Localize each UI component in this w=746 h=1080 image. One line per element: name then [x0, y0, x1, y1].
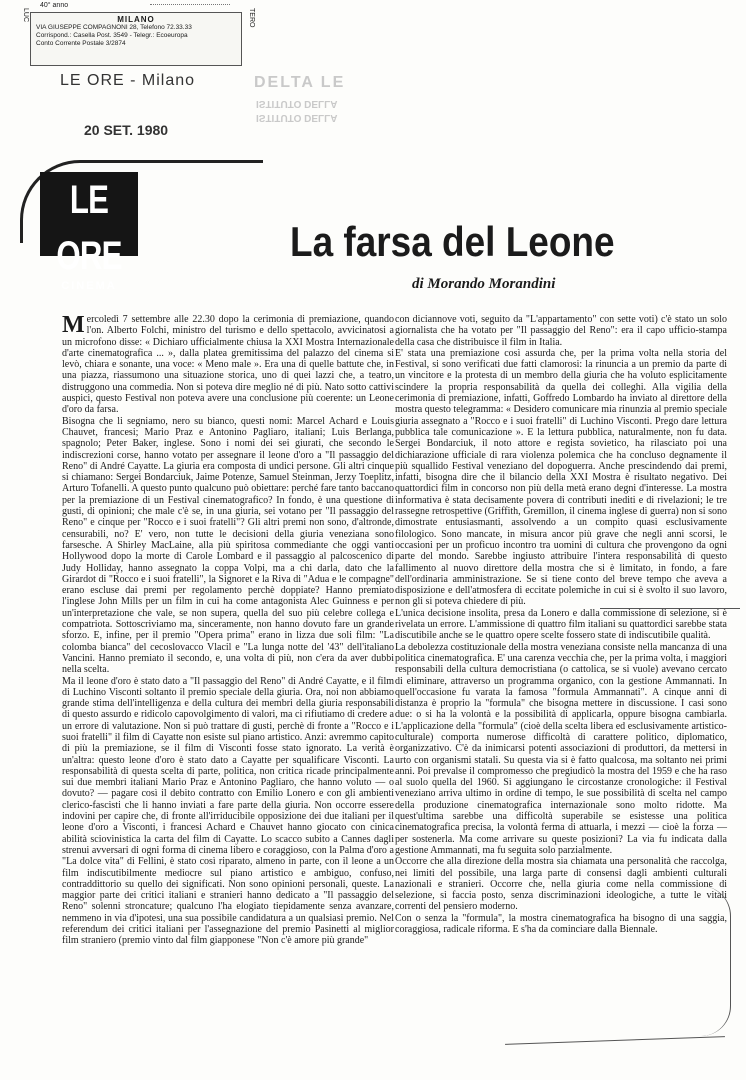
ghost-text-1: DELTA LE: [254, 74, 346, 91]
drop-cap: M: [62, 312, 85, 338]
paragraph: Ma il leone d'oro è stato dato a "Il passaggio del Reno" di André Cayatte, e il film di Luchino Visconti soltanto il premio speciale della giuria. Ora, noi non abbiamo grande stima dell'intelligenza e della cultura dei membri della giuria responsabili di questo assurdo e ridicolo capovolgimento di valori, ma ci rifiutiamo di credere a un errore di valutazione. Non si può trattare di gusti, perchè di fronte a "Rocco e i suoi fratelli" il film di Cayatte non esiste sul piano artistico. Anzi: avremmo capito di più la premiazione, se il film di Visconti fosse stato ignorato. La verità è un'altra: questo leone d'oro è stato dato a Cayatte per squalificare Visconti. La responsabilità di questa scelta di parte, politica, non critica ricade principalmente sui due membri italiani Mario Praz e Antonino Pagliaro, che hanno voluto — o dovuto? — pagare così il debito contratto con Emilio Lonero e con gli ambienti clerico-fascisti che li hanno inviati a fare parte della giuria. Non occorre essere indovini per capire che, di fronte all'irriducibile opposizione dei due italiani per il leone d'oro a Visconti, i francesi Achard e Chauvet hanno giocato con cinica abilità sciovinistica la carta del film di Cayatte. Lo scacco subito a Cannes dagli strenui avversari di ogni forma di cinema libero e coraggioso, con la Palma d'oro a "La dolce vita" di Fellini, è stato così riparato, almeno in parte, con il leone a un film indiscutibilmente mediocre sul piano artistico e ambiguo, confuso, contraddittorio su quello dei significati. Non sono opinioni personali, queste. La maggior parte dei critici italiani e stranieri hanno dedicato a "Il passaggio del Reno" solenni stroncature; qualcuno l'ha elogiato tiepidamente senza avanzare, nemmeno in via d'ipotesi, una sua possibile candidatura a un qualsiasi premio. Nel referendum dei critici italiani per l'assegnazione del premio Pasinetti al miglior film straniero (premio vinto dal film giapponese "Non c'è amore più grande": [62, 675, 394, 947]
paragraph: L'unica decisione insolita, presa da Lonero e dalla commissione di selezione, si è rivelata un errore. L'ammissione di quattro film italiani su quattordici sarebbe stata discutibile anche se le quattro opere scelte fossero state di indiscutibile qualità.: [395, 607, 727, 642]
article-byline: di Morando Morandini: [412, 276, 556, 292]
article-column-2: [395, 314, 727, 935]
logo-title: LE ORE: [56, 178, 122, 278]
magazine-logo: [40, 172, 138, 292]
paragraph: Bisogna che li segniamo, nero su bianco, questi nomi: Marcel Achard e Louis Chauvet, francesi; Mario Praz e Antonino Pagliaro, italiani; Luis Berlanga, spagnolo; Peter Baker, inglese. Sono i nomi dei sei giurati, che secondo le indiscrezioni corse, hanno votato per assegnare il leone d'oro a "Il passaggio del Reno" di André Cayatte. La giuria era composta di undici persone. Gli altri cinque si chiamano: Sergei Bondarciuk, Jaime Potenze, Samuel Steinman, Jerzy Toeplitz, Arturo Tofanelli. A questo punto qualcuno può obiettare: perché fare tanto baccano per la premiazione di un Festival cinematografico? In fondo, è una questione di gusti, di opinioni; che male c'è se, in una giuria, sei votano per "Il passaggio del Reno" e cinque per "Rocco e i suoi fratelli"? Gli altri premi non sono, d'altronde, censurabili, no? E' vero, non tutte le decisioni della giuria veneziana sono farsesche. A Shirley MacLaine, alla più spiritosa commediante che oggi vanti Hollywood dopo la morte di Carole Lombard e il passaggio al palcoscenico di Judy Holliday, hanno assegnato la coppa Volpi, ma a chi darla, dato che la Girardot di "Rocco e i suoi fratelli", la Signoret e la Riva di "Adua e le compagne" erano escluse dai premi per regolamento perchè doppiate? Hanno premiato l'inglese John Mills per un film in cui ha come antagonista Alec Guinness e per un'interpretazione che vale, se non supera, quella del suo più celebre collega e compatriota. Sottoscriviamo ma, sinceramente, non hanno dovuto fare un grande sforzo. E, infine, per il premio "Opera prima" erano in lizza due soli film: "La colomba bianca" del cecoslovacco Vlacil e "La lunga notte del '43" dell'italiano Vancini. Hanno premiato il secondo, e, una volta di più, non c'era da aver dubbi nella scelta.: [62, 415, 394, 676]
stamp-correspondence: Corrispond.: Casella Post. 3549 - Telegr.: Ecoeuropa: [36, 32, 188, 39]
press-clipping-stamp: [30, 12, 242, 66]
pencil-mark-line: [600, 608, 740, 609]
dotted-line: [150, 4, 230, 5]
paragraph: Con o senza la "formula", la mostra cinematografica ha bisogno di una saggia, coraggiosa, radicale riforma. E s'ha da cominciare dalla Biennale.: [395, 912, 727, 936]
pencil-mark-bracket: [690, 886, 731, 1036]
stamp-address: VIA GIUSEPPE COMPAGNONI 28, Telefono 72.33.33: [36, 24, 192, 31]
article-column-1: [62, 314, 394, 947]
logo-section: CINEMA: [61, 280, 117, 292]
article-headline: La farsa del Leone: [290, 218, 615, 265]
paragraph-text: ercoledì 7 settembre alle 22.30 dopo la cerimonia di premiazione, quando l'on. Alberto Folchi, ministro del turismo e dello spettacolo, avvicinatosi a un microfono disse: « Dichiaro ufficialmente chiusa la XXI Mostra Internazionale d'arte cinematografica ... », dalla platea gremitissima del palazzo del cinema si levò, chiara e sonante, una voce: « Meno male ». Era una di quelle battute che, in una piazza, riassumono una situazione storica, uno di quei lazzi che, a teatro, distruggono una commedia. Non si poteva dire meglio né di più. Nato sotto cattivi auspici, questo Festival non poteva avere una conclusione più coerente: un Leone d'oro da farsa.: [62, 314, 394, 416]
margin-mark-left: LUC: [22, 8, 29, 23]
ghost-text-3: ISTITUTO DELLA: [256, 112, 338, 123]
pencil-mark-underline: [505, 1036, 725, 1045]
margin-mark-right: TERO: [248, 8, 255, 28]
paragraph: E' stata una premiazione così assurda che, per la prima volta nella storia del Festival, si sono verificati due fatti clamorosi: la rinuncia a un premio da parte di un vincitore e la protesta di un membro della giuria che ha voluto esplicitamente scindere la propria responsabilità da quella dei colleghi. Alla vigilia della cerimonia di premiazione, infatti, Goffredo Lombardo ha inviato al direttore della mostra questo telegramma: « Desidero comunicare mia rinunzia al premio speciale giuria assegnato a "Rocco e i suoi fratelli" di Luchino Visconti. Prego dare lettura pubblica tale comunicazione ». E la lettura pubblica, naturalmente, non fu data. Sergei Bondarciuk, il noto attore e regista sovietico, ha rilasciato poi una dichiarazione ufficiale di rara violenza polemica che ha concluso degnamente il più squallido Festival veneziano del dopoguerra. Anche prescindendo dai premi, infatti, bisogna dire che il bilancio della XXI Mostra è risultato negativo. Dei quattordici film in concorso non più della metà erano degni d'interesse. La mostra informativa è stata decisamente povera di contributi inediti e di rivelazioni; le tre rassegne retrospettive (Griffith, Gremillon, il cinema inglese di guerra) non si sono dimostrate entusiasmanti, assolvendo a un compito quasi esclusivamente filologico. Sono mancate, in misura ancor più grave che negli anni scorsi, le occasioni per un proficuo incontro tra uomini di cultura che provengono da ogni parte del mondo. Sarebbe ingiusto attribuire l'intera responsabilità di questo fallimento al nuovo direttore della mostra che si è limitato, in fondo, a fare dell'ordinaria amministrazione. Se si tiene conto del breve tempo che aveva a disposizione e dell'atmosfera di eccitate polemiche in cui si è svolto il suo lavoro, non gli si poteva chiedere di più.: [395, 347, 727, 608]
paragraph: con diciannove voti, seguito da "L'appartamento" con sette voti) c'è stato un solo giornalista che ha votato per "Il passaggio del Reno": era il capo ufficio-stampa della casa che distribuisce il film in Italia.: [395, 314, 727, 348]
paragraph: La debolezza costituzionale della mostra veneziana consiste nella mancanza di una politica cinematografica. E' una carenza vecchia che, per la prima volta, i maggiori responsabili della cultura democristiana (o cattolica, se si vuole) avevano cercato di eliminare, attraverso un programma organico, con la gestione Ammannati. In quell'occasione fu varata la famosa "formula Ammannati". A cinque anni di distanza è proprio la "formula" che bisogna mettere in discussione. I casi sono due: o si ha la volontà e la possibilità di applicarla, oppure bisogna cambiarla. L'applicazione della "formula" (cioè della scelta libera ed esclusivamente artistico-culturale) comporta numerose difficoltà di carattere politico, diplomatico, organizzativo. C'è da inimicarsi potenti associazioni di produttori, da mettersi in urto con organismi statali. Su questa via si è fatto qualcosa, ma soltanto nei primi anni. Poi prevalse il compromesso che pregiudicò la mostra del 1959 e che ha raso al suolo quella del 1960. Si aggiungano le circostanze cronologiche: il Festival veneziano arriva ultimo in ordine di tempo, le sue possibilità di scelta nel campo della produzione cinematografica internazionale sono molto ridotte. Ma quest'ultima sarebbe una difficoltà superabile se esistesse una politica cinematografica precisa, la volontà ferma di attuarla, i mezzi — cioè la forza — per sostenerla. Ma come arrivare su queste posizioni? La via fu indicata dalla gestione Ammannati, ma fu seguita solo parzialmente.: [395, 641, 727, 856]
stamp-account: Conto Corrente Postale 3/2874: [36, 40, 126, 47]
source-label: LE ORE - Milano: [60, 72, 196, 89]
edition-note: 40° anno: [40, 2, 69, 9]
paragraph: [62, 314, 394, 416]
paragraph: Occorre che alla direzione della mostra sia chiamata una personalità che raccolga, nei limiti del possibile, una larga parte di consensi dagli ambienti culturali nazionali e stranieri. Occorre che, nella giuria come nella commissione di selezione, si faccia posto, senza discriminazioni ideologiche, a tutte le vitali correnti del pensiero moderno.: [395, 856, 727, 913]
clipping-date: 20 SET. 1980: [84, 122, 169, 138]
stamp-city: MILANO: [117, 15, 155, 24]
ghost-text-2: ISTITUTO DELLA: [256, 98, 338, 109]
